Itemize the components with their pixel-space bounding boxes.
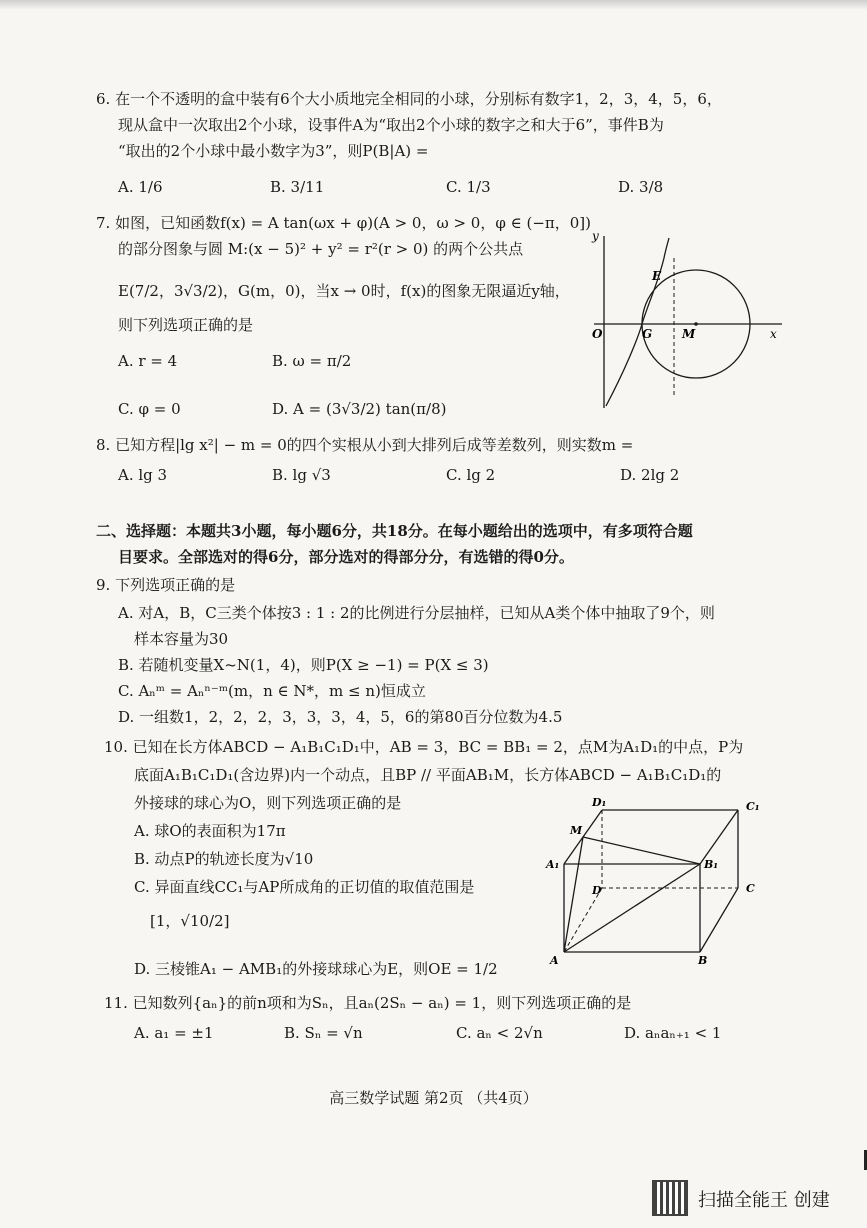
q6-option-d: D. 3/8: [618, 178, 664, 196]
q8-option-c: C. lg 2: [446, 466, 496, 484]
q7-label-g: G: [642, 327, 653, 341]
q10-figure: [540, 796, 772, 968]
q6-line2: 现从盒中一次取出2个小球，设事件A为“取出2个小球的数字之和大于6”，事件B为: [118, 116, 664, 134]
q10-segment-ab1: [564, 864, 700, 952]
q10-label-d: D: [592, 884, 602, 897]
q7-point-m: [694, 322, 698, 326]
q7-label-m: M: [682, 327, 696, 341]
q7-option-b: B. ω = π/2: [272, 352, 352, 370]
q7-tan-curve: [606, 238, 669, 406]
section2-line2: 目要求。全部选对的得6分，部分选对的得部分分，有选错的得0分。: [118, 548, 574, 566]
q11-option-a: A. a₁ = ±1: [134, 1024, 214, 1042]
q7-line4: 则下列选项正确的是: [118, 316, 254, 334]
q10-option-c-line1: C. 异面直线CC₁与AP所成角的正切值的取值范围是: [134, 878, 475, 896]
q10-option-b: B. 动点P的轨迹长度为√10: [134, 850, 314, 868]
q11-option-c: C. aₙ < 2√n: [456, 1024, 543, 1042]
qr-code-icon: [652, 1180, 688, 1216]
q10-edge-bc: [700, 888, 738, 952]
section2-line1: 二、选择题：本题共3小题，每小题6分，共18分。在每小题给出的选项中，有多项符合题: [96, 522, 693, 540]
q7-line1: 7. 如图，已知函数f(x) = A tan(ωx + φ)(A > 0，ω > 0，φ ∈ (−π，0]): [96, 214, 592, 232]
q10-label-d1: D₁: [592, 796, 607, 809]
q9-option-b: B. 若随机变量X~N(1，4)，则P(X ≥ −1) = P(X ≤ 3): [118, 656, 489, 674]
q10-option-c-line2: [1，√10/2]: [150, 912, 230, 930]
q7-label-x: x: [770, 327, 777, 341]
q10-line2: 底面A₁B₁C₁D₁(含边界)内一个动点，且BP // 平面AB₁M，长方体ABCD − A₁B₁C₁D₁的: [134, 766, 722, 784]
q7-option-c: C. φ = 0: [118, 400, 181, 418]
q10-segment-ma: [564, 837, 583, 952]
page-footer: 高三数学试题 第2页 （共4页）: [329, 1089, 538, 1107]
scanner-brand-text: 扫描全能王 创建: [698, 1190, 830, 1211]
q10-edge-b1c1: [700, 810, 738, 864]
q8-option-a: A. lg 3: [118, 466, 168, 484]
q7-option-a: A. r = 4: [118, 352, 178, 370]
q7-line3: E(7/2，3√3/2)，G(m，0)，当x → 0时，f(x)的图象无限逼近y轴，: [118, 282, 570, 300]
q10-option-a: A. 球O的表面积为17π: [134, 822, 286, 840]
q11-option-d: D. aₙaₙ₊₁ < 1: [624, 1024, 722, 1042]
q10-option-d: D. 三棱锥A₁ − AMB₁的外接球球心为E，则OE = 1/2: [134, 960, 498, 978]
q10-label-a: A: [550, 954, 559, 967]
scan-top-edge: [0, 0, 867, 10]
q9-option-c: C. Aₙᵐ = Aₙⁿ⁻ᵐ(m，n ∈ N*，m ≤ n)恒成立: [118, 682, 426, 700]
q7-label-y: y: [592, 229, 599, 243]
q10-label-m: M: [570, 824, 583, 837]
q11-line1: 11. 已知数列{aₙ}的前n项和为Sₙ，且aₙ(2Sₙ − aₙ) = 1，则下列选项正确的是: [104, 994, 632, 1012]
q6-option-c: C. 1/3: [446, 178, 491, 196]
q8-option-b: B. lg √3: [272, 466, 331, 484]
q9-option-d: D. 一组数1，2，2，2，3，3，3，4，5，6的第80百分位数为4.5: [118, 708, 563, 726]
q10-label-b1: B₁: [704, 858, 719, 871]
q7-option-d: D. A = (3√3/2) tan(π/8): [272, 400, 447, 418]
q10-label-c1: C₁: [746, 800, 760, 813]
q9-option-a-line1: A. 对A，B，C三类个体按3 : 1 : 2的比例进行分层抽样，已知从A类个体中抽取了9个，则: [118, 604, 715, 622]
q6-line3: “取出的2个小球中最小数字为3”，则P(B|A) =: [118, 142, 429, 160]
q11-option-b: B. Sₙ = √n: [284, 1024, 363, 1042]
q8-line1: 8. 已知方程|lg x²| − m = 0的四个实根从小到大排列后成等差数列，则实数m =: [96, 436, 634, 454]
q6-option-b: B. 3/11: [270, 178, 325, 196]
q10-line1: 10. 已知在长方体ABCD − A₁B₁C₁D₁中，AB = 3，BC = BB₁ = 2，点M为A₁D₁的中点，P为: [104, 738, 744, 756]
q9-stem: 9. 下列选项正确的是: [96, 576, 236, 594]
q10-label-c: C: [746, 882, 755, 895]
q10-segment-mb1: [583, 837, 700, 864]
q7-line2: 的部分图象与圆 M:(x − 5)² + y² = r²(r > 0) 的两个公共点: [118, 240, 524, 258]
q6-option-a: A. 1/6: [118, 178, 163, 196]
q9-option-a-line2: 样本容量为30: [134, 630, 229, 648]
scanner-watermark: [652, 1180, 857, 1220]
q7-figure: [586, 228, 786, 414]
q6-line1: 6. 在一个不透明的盒中装有6个大小质地完全相同的小球，分别标有数字1，2，3，4，5，6，: [96, 90, 722, 108]
q8-option-d: D. 2lg 2: [620, 466, 680, 484]
q7-label-o: O: [592, 327, 603, 341]
q10-label-b: B: [698, 954, 708, 967]
q7-label-e: E: [652, 269, 662, 283]
q10-label-a1: A₁: [546, 858, 560, 871]
q10-line3: 外接球的球心为O，则下列选项正确的是: [134, 794, 402, 812]
